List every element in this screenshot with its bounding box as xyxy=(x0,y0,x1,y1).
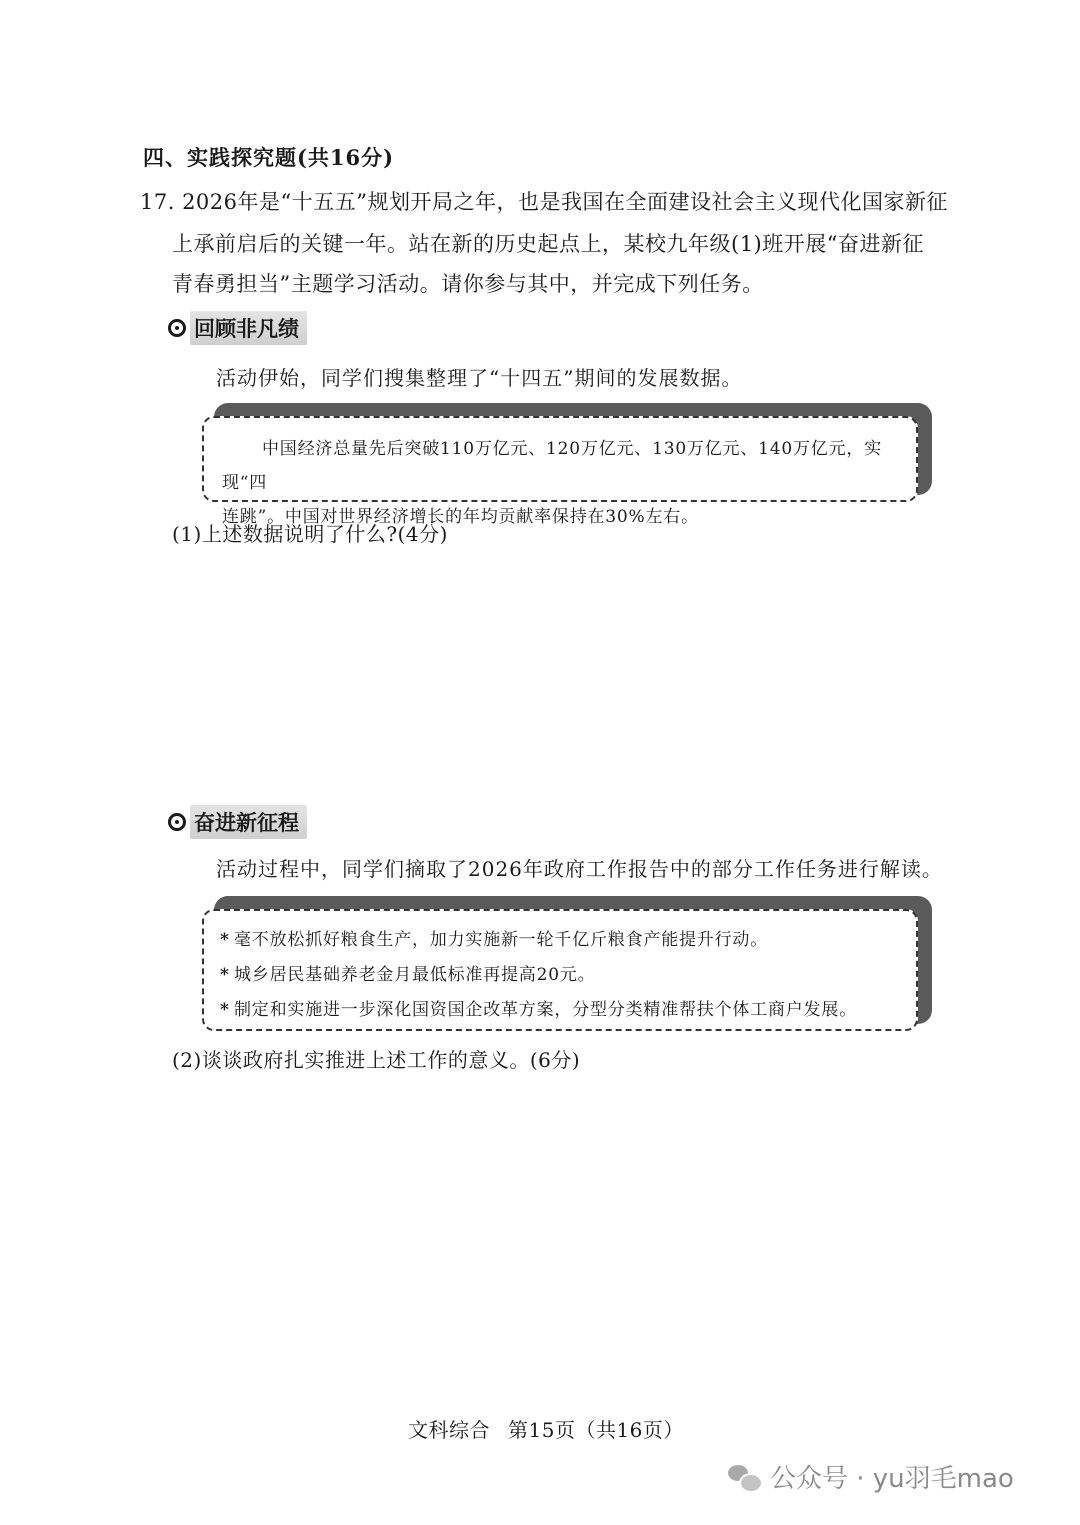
section-title: 四、实践探究题(共16分) xyxy=(143,145,395,170)
watermark-text: 公众号 · yu羽毛mao xyxy=(770,1464,1014,1494)
part1-tag xyxy=(168,312,307,344)
list-item xyxy=(220,993,900,1028)
material-box-1-line-2: 连跳”。中国对世界经济增长的年均贡献率保持在30%左右。 xyxy=(222,507,699,527)
page-footer xyxy=(408,1414,702,1443)
footer-subject: 文科综合 xyxy=(408,1418,490,1442)
material-box-1-line-1: 中国经济总量先后突破110万亿元、120万亿元、130万亿元、140万亿元，实现“四 xyxy=(222,439,882,493)
tag-badge-icon xyxy=(168,813,186,831)
subquestion-2: (2)谈谈政府扎实推进上述工作的意义。(6分) xyxy=(172,1048,581,1072)
question-line-1: 17. 2026年是“十五五”规划开局之年，也是我国在全面建设社会主义现代化国家新征 xyxy=(140,190,948,214)
footer-page-number: 第15页（共16页） xyxy=(508,1418,684,1442)
part1-tag-label: 回顾非凡绩 xyxy=(190,311,307,345)
part2-intro: 活动过程中，同学们摘取了2026年政府工作报告中的部分工作任务进行解读。 xyxy=(216,857,943,881)
material-box-1 xyxy=(202,416,918,527)
bullet-text: 制定和实施进一步深化国资国企改革方案，分型分类精准帮扶个体工商户发展。 xyxy=(234,1000,857,1020)
bullet-star-icon: * xyxy=(220,930,230,950)
question-line-3: 青春勇担当”主题学习活动。请你参与其中，并完成下列任务。 xyxy=(172,272,764,296)
question-line-2: 上承前启后的关键一年。站在新的历史起点上，某校九年级(1)班开展“奋进新征 xyxy=(172,232,924,256)
list-item xyxy=(220,923,900,958)
bullet-star-icon: * xyxy=(220,1000,230,1020)
list-item xyxy=(220,958,900,993)
tag-badge-icon xyxy=(168,319,186,337)
part2-tag xyxy=(168,806,307,838)
part1-intro: 活动伊始，同学们搜集整理了“十四五”期间的发展数据。 xyxy=(216,366,743,390)
subquestion-1: (1)上述数据说明了什么?(4分) xyxy=(172,522,448,546)
watermark xyxy=(728,1458,1014,1495)
bullet-star-icon: * xyxy=(220,965,230,985)
part2-tag-label: 奋进新征程 xyxy=(190,805,307,839)
bullet-text: 毫不放松抓好粮食生产，加力实施新一轮千亿斤粮食产能提升行动。 xyxy=(234,930,768,950)
wechat-icon xyxy=(728,1463,760,1491)
material-box-2 xyxy=(202,909,918,1031)
bullet-text: 城乡居民基础养老金月最低标准再提高20元。 xyxy=(234,965,596,985)
